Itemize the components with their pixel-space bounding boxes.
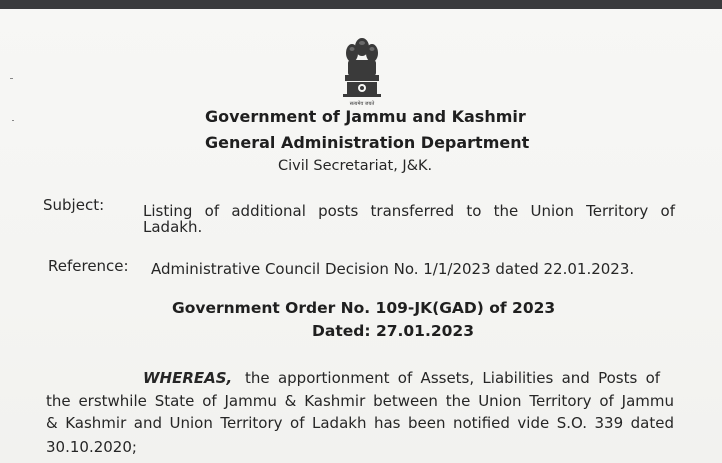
order-date: Dated: 27.01.2023 bbox=[312, 322, 474, 340]
body-line-1-text: the apportionment of Assets, Liabilities and Posts of bbox=[245, 369, 661, 387]
subject-label: Subject: bbox=[43, 196, 105, 214]
government-heading: Government of Jammu and Kashmir bbox=[205, 107, 526, 126]
body-line-2: the erstwhile State of Jammu & Kashmir between the Union Territory of Jammu bbox=[46, 392, 674, 410]
body-line-3: & Kashmir and Union Territory of Ladakh has been notified vide S.O. 339 dated bbox=[46, 414, 674, 432]
whereas-keyword: WHEREAS, bbox=[143, 369, 233, 387]
scan-speck bbox=[12, 120, 14, 121]
viewer-top-bar bbox=[0, 0, 722, 9]
national-emblem-icon bbox=[337, 34, 387, 104]
subject-text-line1: Listing of additional posts transferred to the Union Territory of bbox=[143, 202, 675, 220]
department-heading: General Administration Department bbox=[205, 133, 530, 152]
subject-text-line2: Ladakh. bbox=[143, 218, 203, 236]
emblem-motto: सत्यमेव जयते bbox=[349, 101, 375, 107]
office-address: Civil Secretariat, J&K. bbox=[278, 158, 433, 174]
scan-speck bbox=[10, 78, 13, 79]
reference-text: Administrative Council Decision No. 1/1/2023 dated 22.01.2023. bbox=[151, 260, 635, 278]
body-line-1 bbox=[143, 369, 674, 387]
order-number: Government Order No. 109-JK(GAD) of 2023 bbox=[172, 299, 556, 317]
reference-label: Reference: bbox=[48, 257, 129, 275]
body-line-4: 30.10.2020; bbox=[46, 438, 137, 456]
